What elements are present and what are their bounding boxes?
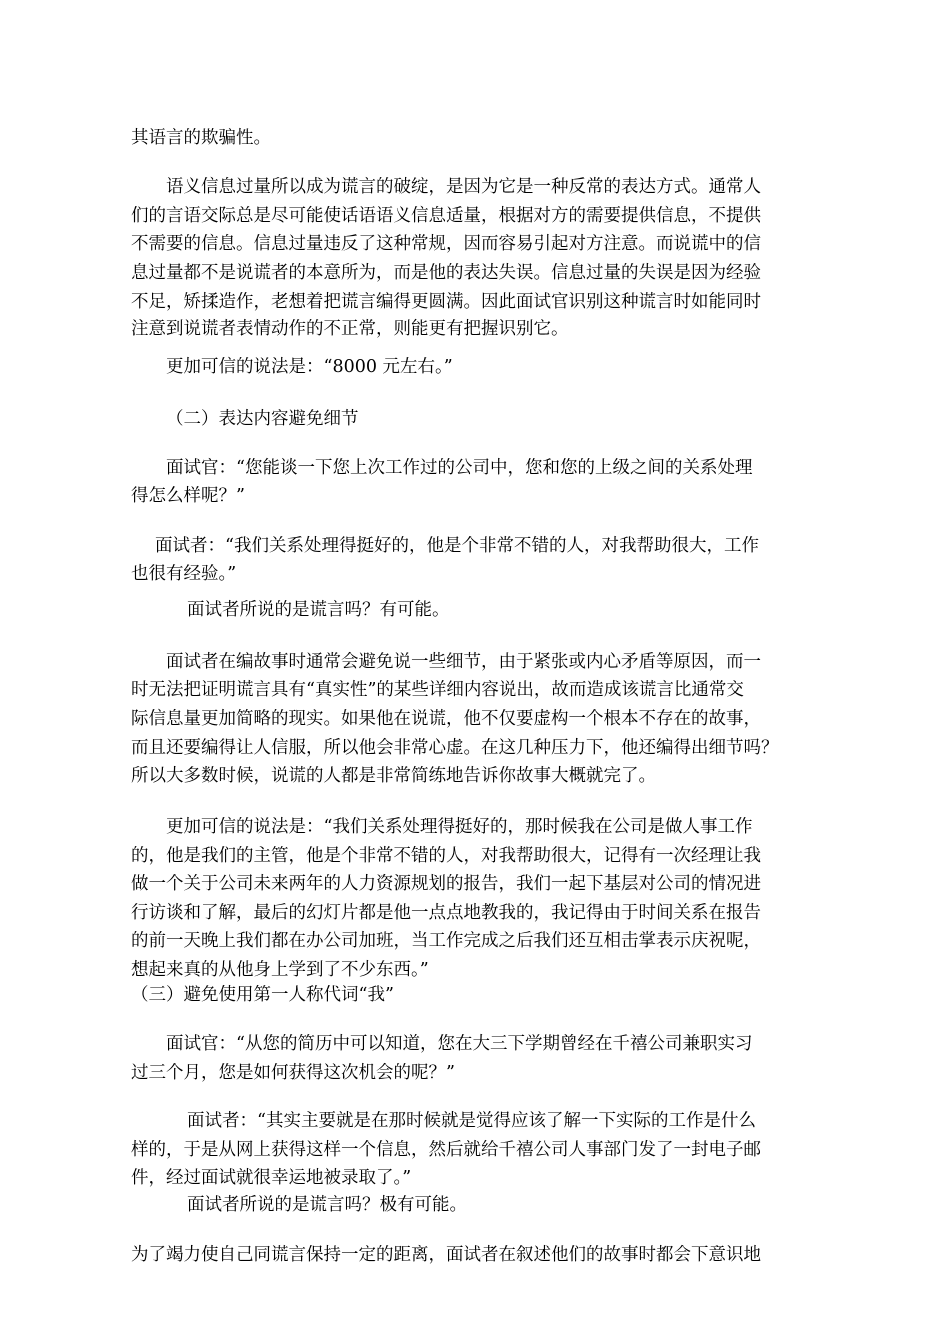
text-line: 样的，于是从网上获得这样一个信息，然后就给千禧公司人事部门发了一封电子邮: [131, 1140, 761, 1160]
text-line: 想起来真的从他身上学到了不少东西。”: [131, 960, 429, 980]
text-line: 做一个关于公司未来两年的人力资源规划的报告，我们一起下基层对公司的情况进: [131, 874, 761, 894]
text-line: 面试官：“从您的简历中可以知道，您在大三下学期曾经在千禧公司兼职实习: [166, 1034, 753, 1054]
text-line: 行访谈和了解，最后的幻灯片都是他一点点地教我的，我记得由于时间关系在报告: [131, 903, 761, 923]
text-line: 而且还要编得让人信服，所以他会非常心虚。在这几种压力下，他还编得出细节吗？: [131, 738, 779, 758]
text-line: 际信息量更加简略的现实。如果他在说谎，他不仅要虚构一个根本不存在的故事，: [131, 709, 761, 729]
text-line: 也很有经验。”: [131, 564, 237, 584]
text-line: 语义信息过量所以成为谎言的破绽，是因为它是一种反常的表达方式。通常人: [166, 177, 761, 197]
text-line: 的前一天晚上我们都在办公司加班，当工作完成之后我们还互相击掌表示庆祝呢，: [131, 931, 761, 951]
text-line: 过三个月，您是如何获得这次机会的呢？”: [131, 1063, 455, 1083]
text-line: 为了竭力使自己同谎言保持一定的距离，面试者在叙述他们的故事时都会下意识地: [131, 1245, 761, 1265]
text-line: 不需要的信息。信息过量违反了这种常规，因而容易引起对方注意。而说谎中的信: [131, 234, 761, 254]
text-line: 面试者在编故事时通常会避免说一些细节，由于紧张或内心矛盾等原因，而一: [166, 652, 761, 672]
text-line: 得怎么样呢？”: [131, 486, 245, 506]
text-line: 面试者：“其实主要就是在那时候就是觉得应该了解一下实际的工作是什么: [187, 1111, 756, 1131]
text-line: 面试者所说的是谎言吗？有可能。: [187, 600, 450, 620]
text-line: 注意到说谎者表情动作的不正常，则能更有把握识别它。: [131, 319, 569, 339]
section-heading: （二）表达内容避免细节: [166, 409, 359, 429]
text-line: 更加可信的说法是：“我们关系处理得挺好的，那时候我在公司是做人事工作: [166, 817, 753, 837]
text-line: 件，经过面试就很幸运地被录取了。”: [131, 1168, 412, 1188]
text-line: 其语言的欺骗性。: [131, 128, 271, 148]
text-line: 息过量都不是说谎者的本意所为，而是他的表达失误。信息过量的失误是因为经验: [131, 263, 761, 283]
text-line: 们的言语交际总是尽可能使话语语义信息适量，根据对方的需要提供信息，不提供: [131, 206, 761, 226]
text-line: 面试者所说的是谎言吗？极有可能。: [187, 1195, 467, 1215]
text-line: 面试者：“我们关系处理得挺好的，他是个非常不错的人，对我帮助很大，工作: [155, 536, 759, 556]
text-line: 面试官：“您能谈一下您上次工作过的公司中，您和您的上级之间的关系处理: [166, 458, 753, 478]
text-line: 更加可信的说法是：“8000 元左右。”: [166, 357, 453, 377]
section-heading: （三）避免使用第一人称代词“我”: [131, 985, 394, 1005]
text-line: 不足，矫揉造作，老想着把谎言编得更圆满。因此面试官识别这种谎言时如能同时: [131, 292, 761, 312]
text-line: 的，他是我们的主管，他是个非常不错的人，对我帮助很大，记得有一次经理让我: [131, 846, 761, 866]
text-line: 时无法把证明谎言具有“真实性”的某些详细内容说出，故而造成该谎言比通常交: [131, 680, 744, 700]
text-line: 所以大多数时候，说谎的人都是非常简练地告诉你故事大概就完了。: [131, 766, 656, 786]
